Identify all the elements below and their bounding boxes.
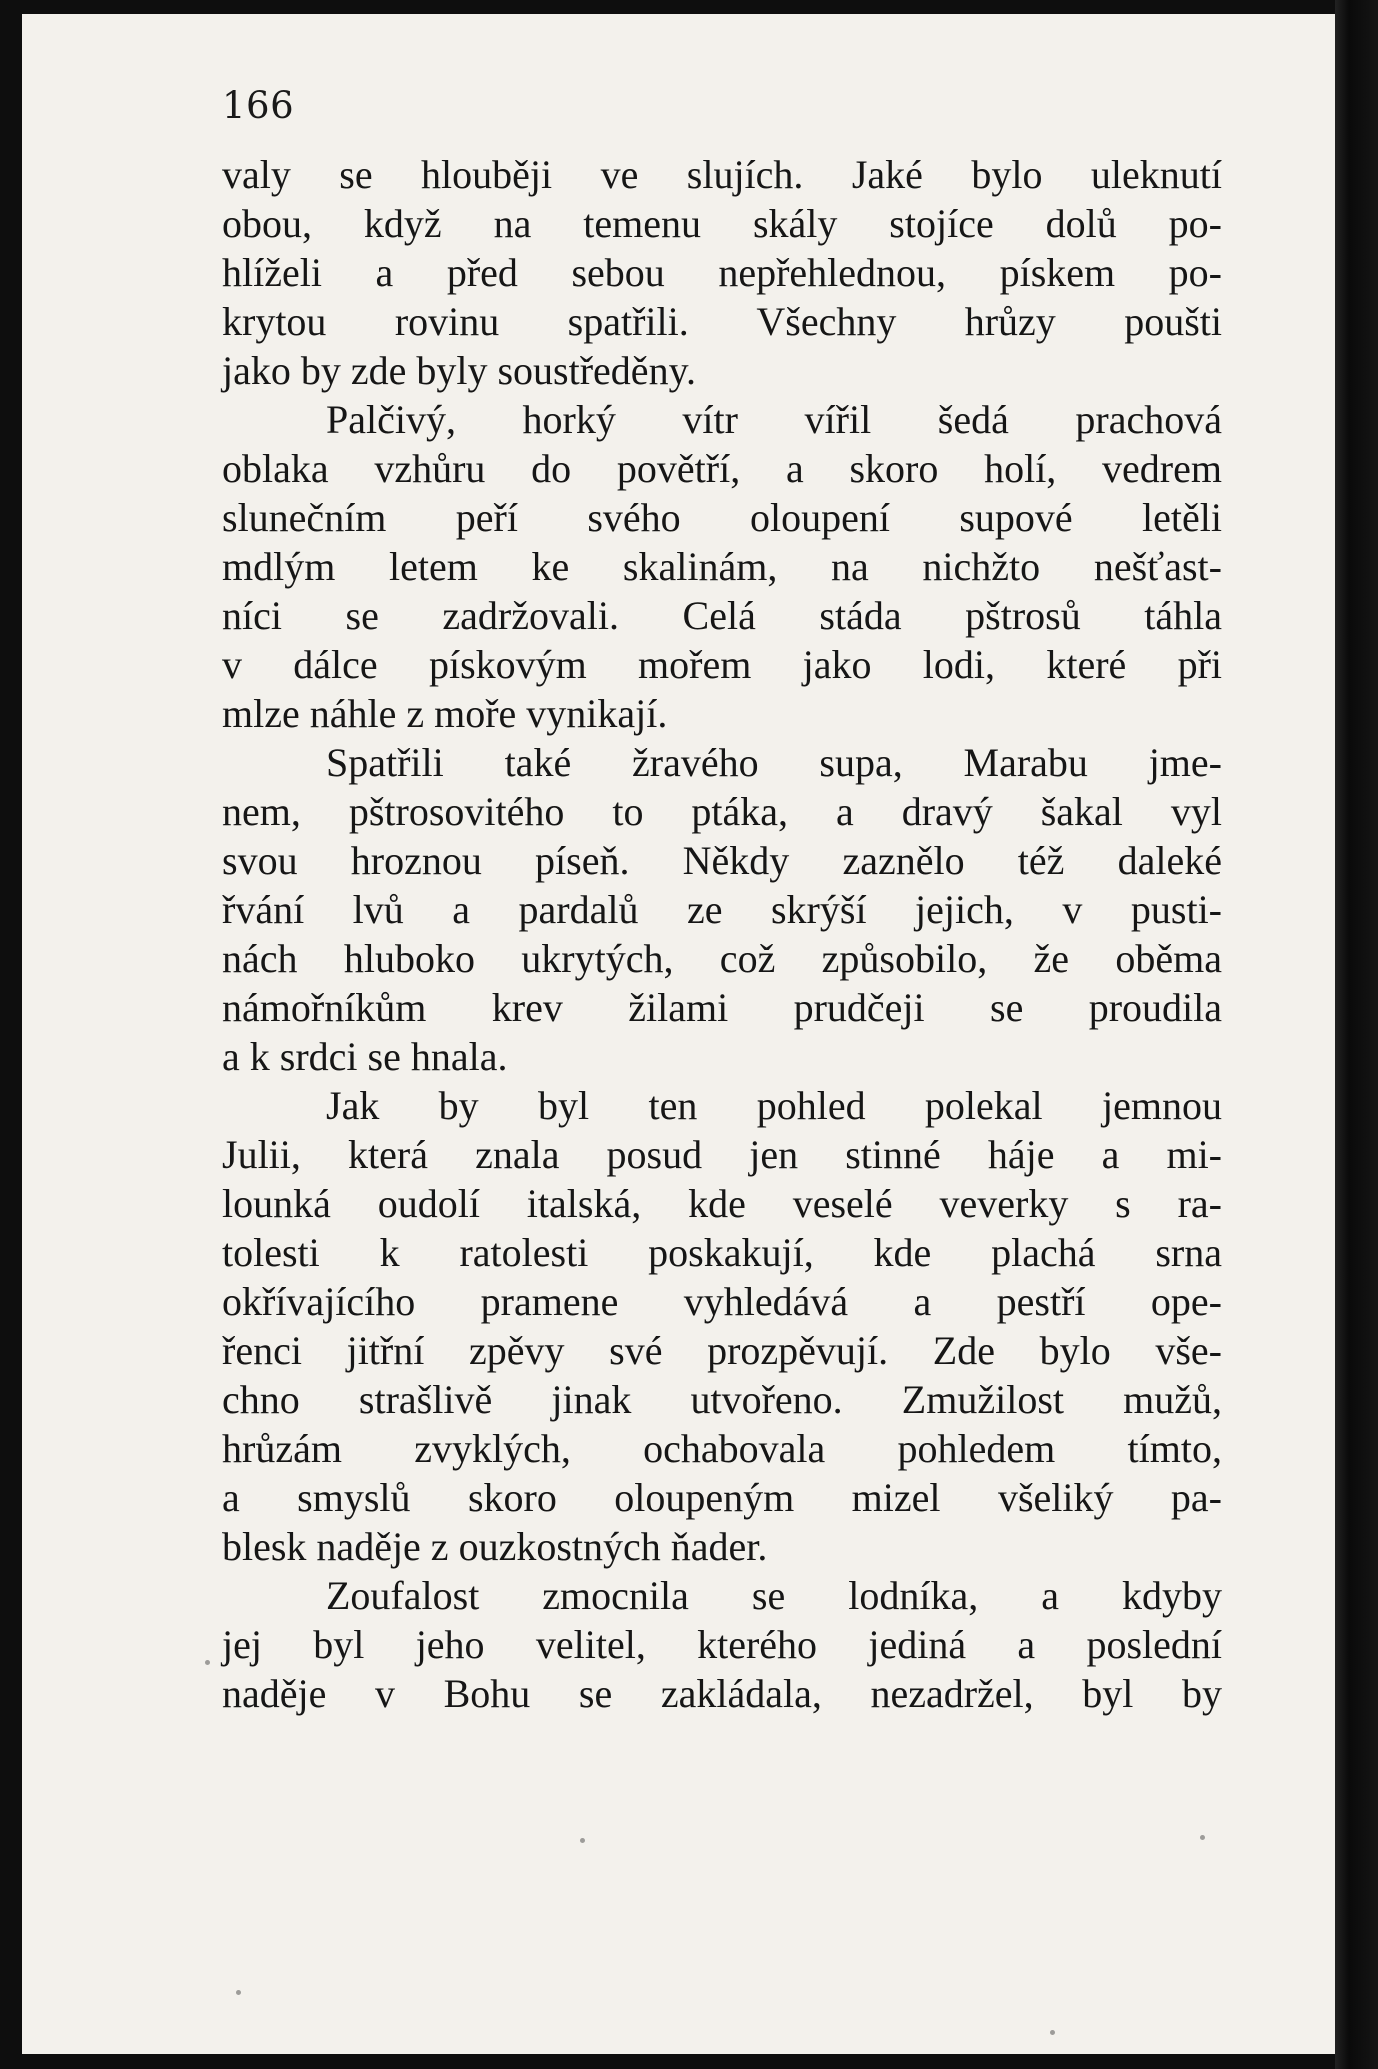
text-line: Palčivý, horký vítr vířil šedá prachová	[326, 397, 1222, 442]
page-number: 166	[222, 84, 295, 127]
scan-speck	[1050, 2030, 1055, 2035]
text-line: jako by zde byly soustředěny.	[222, 348, 696, 393]
text-line: hrůzám zvyklých, ochabovala pohledem tímto,	[222, 1426, 1222, 1471]
text-line: oblaka vzhůru do povětří, a skoro holí, vedrem	[222, 446, 1222, 491]
text-line: lounká oudolí italská, kde veselé veverky s ra-	[222, 1181, 1222, 1226]
text-line: Spatřili také žravého supa, Marabu jme-	[326, 740, 1222, 785]
text-line: nách hluboko ukrytých, což způsobilo, že oběma	[222, 936, 1222, 981]
text-line: blesk naděje z ouzkostných ňader.	[222, 1524, 768, 1569]
text-line: valy se hlouběji ve slujích. Jaké bylo uleknutí	[222, 152, 1222, 197]
text-line: hlíželi a před sebou nepřehlednou, pískem po-	[222, 250, 1222, 295]
text-line: v dálce pískovým mořem jako lodi, které při	[222, 642, 1222, 687]
text-line: tolesti k ratolesti poskakují, kde plachá srna	[222, 1230, 1222, 1275]
scan-speck	[205, 1660, 210, 1665]
binding-edge	[1335, 0, 1378, 2069]
text-line: řvání lvů a pardalů ze skrýší jejich, v pusti-	[222, 887, 1222, 932]
text-line: chno strašlivě jinak utvořeno. Zmužilost mužů,	[222, 1377, 1222, 1422]
text-line: Zoufalost zmocnila se lodníka, a kdyby	[326, 1573, 1222, 1618]
text-line: Julii, která znala posud jen stinné háje a mi-	[222, 1132, 1222, 1177]
text-line: mlze náhle z moře vynikají.	[222, 691, 668, 736]
text-line: jej byl jeho velitel, kterého jediná a poslední	[222, 1622, 1222, 1667]
text-line: obou, když na temenu skály stojíce dolů po-	[222, 201, 1222, 246]
text-line: okřívajícího pramene vyhledává a pestří ope-	[222, 1279, 1222, 1324]
text-line: mdlým letem ke skalinám, na nichžto nešťast-	[222, 544, 1222, 589]
scan-speck	[1200, 1835, 1205, 1840]
text-line: níci se zadržovali. Celá stáda pštrosů táhla	[222, 593, 1222, 638]
body-text	[222, 150, 1222, 1718]
text-line: nem, pštrosovitého to ptáka, a dravý šakal vyl	[222, 789, 1222, 834]
text-line: svou hroznou píseň. Někdy zaznělo též daleké	[222, 838, 1222, 883]
scan-speck	[236, 1990, 241, 1995]
text-line: a smyslů skoro oloupeným mizel všeliký pa-	[222, 1475, 1222, 1520]
text-line: námořníkům krev žilami prudčeji se proudila	[222, 985, 1222, 1030]
text-line: krytou rovinu spatřili. Všechny hrůzy poušti	[222, 299, 1222, 344]
text-line: slunečním peří svého oloupení supové letěli	[222, 495, 1222, 540]
scan-speck	[580, 1838, 585, 1843]
text-line: naděje v Bohu se zakládala, nezadržel, byl by	[222, 1671, 1222, 1716]
text-line: Jak by byl ten pohled polekal jemnou	[326, 1083, 1222, 1128]
text-line: a k srdci se hnala.	[222, 1034, 508, 1079]
text-line: řenci jitřní zpěvy své prozpěvují. Zde bylo vše-	[222, 1328, 1222, 1373]
